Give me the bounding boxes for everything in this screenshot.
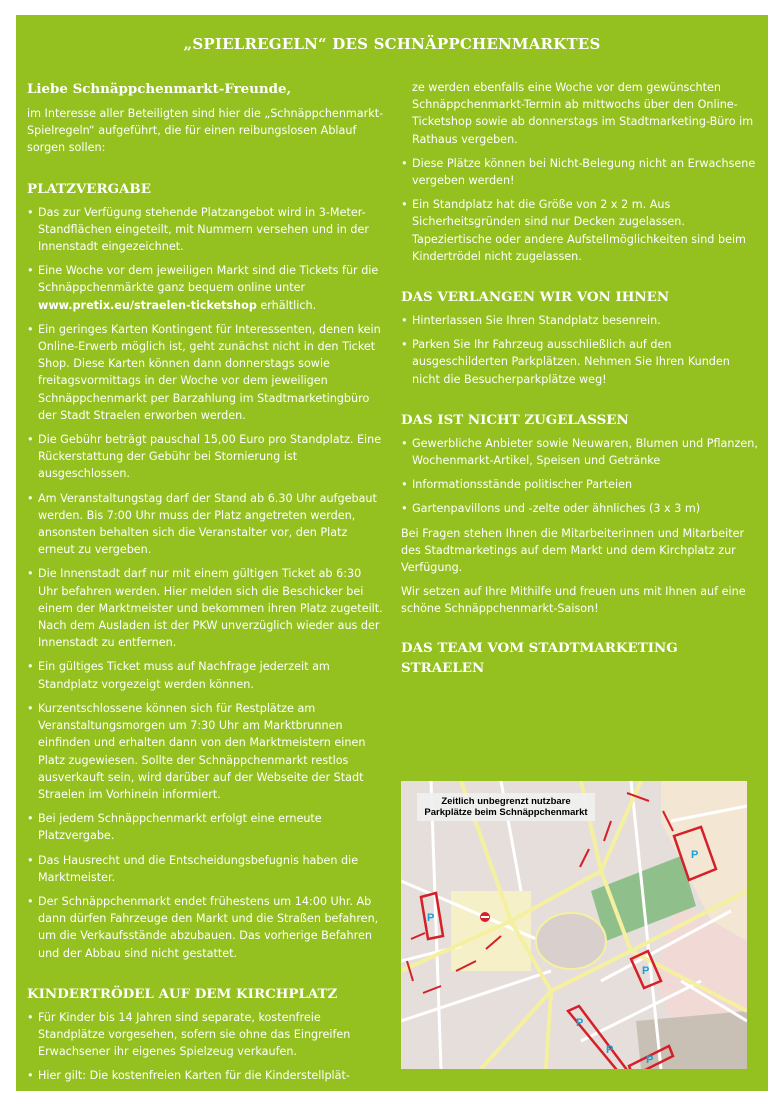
list-item-text: Das Hausrecht und die Entscheidungsbefugnis haben die Marktmeister.: [38, 853, 359, 884]
list-item: [27, 700, 384, 803]
map-caption-line: Zeitlich unbegrenzt nutzbare: [441, 796, 571, 807]
ticketshop-link[interactable]: www.pretix.eu/straelen-ticketshop: [38, 298, 257, 312]
bullet-icon: •: [401, 198, 408, 212]
bullet-icon: •: [401, 156, 408, 170]
list-item-text: Ein gültiges Ticket muss auf Nachfrage jederzeit am Standplatz vorgezeigt werden können.: [38, 660, 330, 691]
rules-panel: [16, 15, 768, 1091]
list-item: [401, 435, 761, 469]
greeting: Liebe Schnäppchenmarkt-Freunde,: [27, 81, 292, 97]
bullet-icon: •: [27, 1069, 34, 1083]
list-item: [27, 490, 384, 559]
list-item: [401, 476, 761, 493]
parking-icon: P: [606, 1044, 614, 1056]
list-item-text: Gewerbliche Anbieter sowie Neuwaren, Blumen und Pflanzen, Wochenmarkt-Artikel, Speisen und Getränke: [412, 436, 758, 468]
list-item: [401, 500, 761, 517]
right-column: [401, 79, 761, 678]
bullet-icon: •: [401, 338, 408, 352]
intro-text: im Interesse aller Beteiligten sind hier die „Schnäppchenmarkt-Spielregeln“ aufgeführt, die für einen reibungslosen Ablauf sorgen sollen:: [27, 107, 384, 155]
platzvergabe-list: [27, 204, 384, 962]
left-column: [27, 79, 384, 1092]
list-item-text: Der Schnäppchenmarkt endet frühestens um 14:00 Uhr. Ab dann dürfen Fahrzeuge den Markt und die Straßen befahren, um die Verkaufsstände abzubauen. Das vorherige Befahren und der Abbau sind nicht gestattet.: [38, 894, 379, 960]
bullet-icon: •: [27, 491, 34, 505]
map-caption: [417, 793, 595, 821]
list-item: [27, 262, 384, 314]
map-caption-line: Parkplätze beim Schnäppchenmarkt: [424, 807, 588, 818]
map-drawing: [401, 781, 747, 1069]
map-old-town: [536, 913, 606, 969]
heading-platzvergabe: PLATZVERGABE: [27, 180, 151, 197]
list-item-text: Die Innenstadt darf nur mit einem gültigen Ticket ab 6:30 Uhr befahren werden. Hier melden sich die Beschicker bei einem der Marktmeister und bekommen ihren Platz zugeteilt. Nach dem Ausladen ist der PKW unverzüglich wieder aus der Innenstadt zu entfernen.: [38, 567, 383, 650]
bullet-icon: •: [27, 433, 34, 447]
list-item-text: Ein geringes Karten Kontingent für Interessenten, denen kein Online-Erwerb möglich ist, geht zunächst nicht in den Ticket Shop. Diese Karten können dann donnerstags sowie freitagsvormittags in der Woche vor dem jeweiligen Schnäppchenmarkt per Barzahlung im Stadtmarketingbüro der Stadt Straelen erworben werden.: [38, 322, 381, 422]
list-item-text: Informationsstände politischer Parteien: [412, 478, 633, 492]
nicht-zugelassen-list: [401, 435, 761, 518]
bullet-icon: •: [401, 436, 408, 450]
list-item-text: Ein Standplatz hat die Größe von 2 x 2 m. Aus Sicherheitsgründen sind nur Decken zugelassen. Tapeziertische oder andere Aufstellmöglichkeiten sind beim Kindertrödel nicht zugelassen.: [412, 198, 746, 263]
kindertroedel-list-cont: [401, 155, 761, 265]
bullet-icon: •: [27, 1010, 34, 1024]
list-item-text: Die Gebühr beträgt pauschal 15,00 Euro pro Standplatz. Eine Rückerstattung der Gebühr bei Stornierung ist ausgeschlossen.: [38, 433, 382, 481]
closing-text: Bei Fragen stehen Ihnen die Mitarbeiterinnen und Mitarbeiter des Stadtmarketings auf dem Markt und dem Kirchplatz zur Verfügung.: [401, 526, 745, 575]
parking-icon: P: [642, 965, 650, 977]
bullet-icon: •: [27, 322, 34, 336]
list-item-text: Bei jedem Schnäppchenmarkt erfolgt eine erneute Platzvergabe.: [38, 812, 322, 843]
list-item: [27, 321, 384, 424]
bullet-icon: •: [401, 502, 408, 516]
list-item: [27, 204, 384, 256]
bullet-icon: •: [27, 812, 34, 826]
list-item-text: Kurzentschlossene können sich für Restplätze am Veranstaltungsmorgen um 7:30 Uhr am Marktbrunnen einfinden und erhalten dann von den Marktmeistern einen Platz zugewiesen. Sollte der Schnäppchenmarkt restlos ausverkauft sein, wird darüber auf der Webseite der Stadt Straelen im Vorhinein informiert.: [38, 701, 366, 801]
heading-nicht-zugelassen: DAS IST NICHT ZUGELASSEN: [401, 411, 629, 428]
heading-kindertroedel: KINDERTRÖDEL AUF DEM KIRCHPLATZ: [27, 985, 338, 1002]
list-item: [27, 893, 384, 962]
kindertroedel-continuation: ze werden ebenfalls eine Woche vor dem gewünschten Schnäppchenmarkt-Termin ab mittwochs über den Online-Ticketshop sowie ab donnerstags im Stadtmarketing-Büro im Rathaus vergeben.: [412, 81, 754, 146]
list-item: [27, 431, 384, 483]
bullet-icon: •: [27, 701, 34, 715]
parking-map: [401, 781, 747, 1069]
bullet-icon: •: [27, 660, 34, 674]
list-item-text: erhältlich.: [256, 298, 317, 312]
list-item: [27, 1009, 384, 1061]
verlangen-list: [401, 312, 761, 388]
list-item-text: Gartenpavillons und -zelte oder ähnliches (3 x 3 m): [412, 502, 701, 516]
list-item-text: Hinterlassen Sie Ihren Standplatz besenrein.: [412, 314, 661, 328]
kindertroedel-list: [27, 1009, 384, 1085]
list-item: [401, 312, 761, 329]
parking-icon: P: [646, 1054, 654, 1066]
list-item: [27, 810, 384, 844]
list-item-text: Hier gilt: Die kostenfreien Karten für die Kinderstellplät-: [38, 1069, 350, 1083]
bullet-icon: •: [27, 264, 34, 278]
list-item-text: Am Veranstaltungstag darf der Stand ab 6.30 Uhr aufgebaut werden. Bis 7:00 Uhr muss der Platz angetreten werden, ansonsten behalten sich die Veranstalter vor, den Platz erneut zu vergeben.: [38, 491, 377, 557]
bullet-icon: •: [27, 894, 34, 908]
list-item-text: Für Kinder bis 14 Jahren sind separate, kostenfreie Standplätze vorgesehen, sofern sie ohne das Eingreifen Erwachsener ihr eigenes Spielzeug verkaufen.: [38, 1010, 351, 1059]
list-item: [27, 658, 384, 692]
list-item: [401, 336, 761, 388]
bullet-icon: •: [401, 314, 408, 328]
bullet-icon: •: [401, 478, 408, 492]
heading-verlangen: DAS VERLANGEN WIR VON IHNEN: [401, 289, 670, 306]
parking-icon: P: [427, 912, 435, 924]
page-title: „SPIELREGELN“ DES SCHNÄPPCHENMARKTES: [183, 35, 601, 53]
list-item-text: Das zur Verfügung stehende Platzangebot wird in 3-Meter-Standflächen eingeteilt, mit Nummern versehen und in der Innenstadt eingezeichnet.: [38, 205, 370, 254]
bullet-icon: •: [27, 853, 34, 867]
list-item: [401, 155, 761, 189]
parking-icon: P: [576, 1017, 584, 1029]
list-item: [401, 196, 761, 265]
parking-icon: P: [691, 849, 699, 861]
no-entry-bar: [481, 916, 489, 918]
closing-text: Wir setzen auf Ihre Mithilfe und freuen uns mit Ihnen auf eine schöne Schnäppchenmarkt-Saison!: [401, 585, 746, 616]
list-item-text: Diese Plätze können bei Nicht-Belegung nicht an Erwachsene vergeben werden!: [412, 156, 756, 188]
list-item: [27, 852, 384, 886]
bullet-icon: •: [27, 567, 34, 581]
bullet-icon: •: [27, 205, 34, 219]
list-item: [27, 1067, 384, 1084]
list-item-text: Eine Woche vor dem jeweiligen Markt sind die Tickets für die Schnäppchenmärkte ganz bequem online unter: [38, 264, 379, 295]
list-item-text: Parken Sie Ihr Fahrzeug ausschließlich auf den ausgeschilderten Parkplätzen. Nehmen Sie Ihren Kunden nicht die Besucherparkplätze weg!: [412, 338, 730, 386]
signoff: DAS TEAM VOM STADTMARKETING STRAELEN: [401, 639, 678, 676]
list-item: [27, 565, 384, 651]
